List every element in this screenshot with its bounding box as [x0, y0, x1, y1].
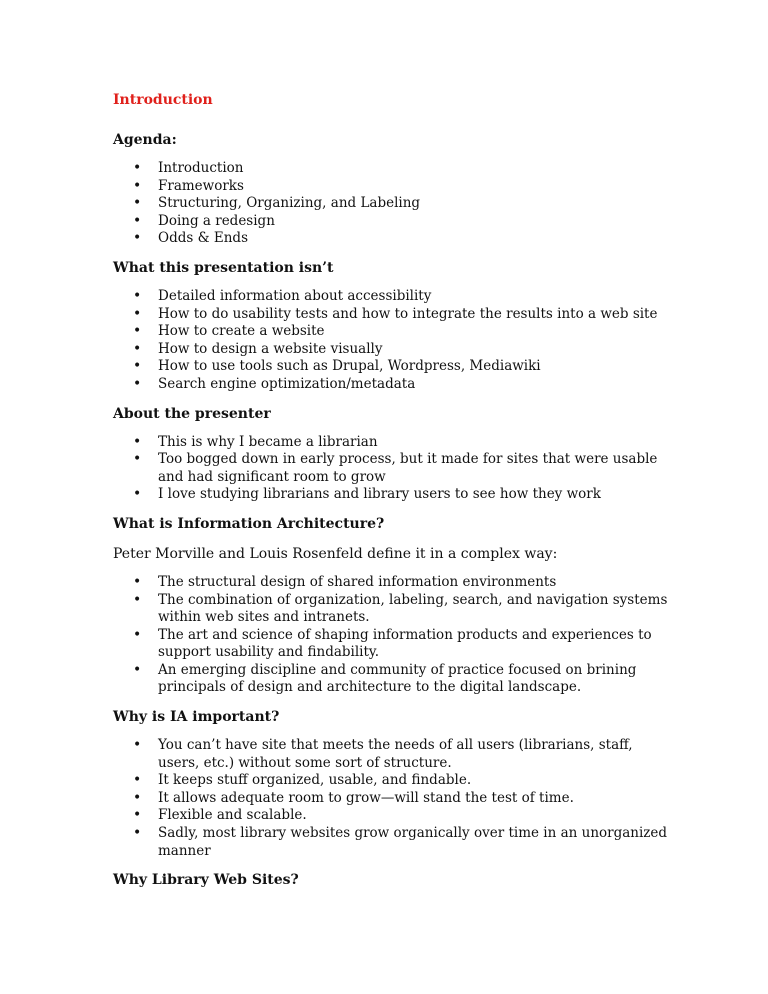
section-heading: Agenda: — [113, 132, 177, 148]
list-item: • The art and science of shaping information products and experiences to support usability and findability. — [113, 627, 673, 662]
list-item: • How to use tools such as Drupal, Wordpress, Mediawiki — [113, 358, 673, 376]
list-item: • How to create a website — [113, 323, 673, 341]
list-item: • It allows adequate room to grow—will stand the test of time. — [113, 790, 673, 808]
bullet-list — [113, 160, 673, 248]
section — [113, 404, 673, 504]
section-heading: Why is IA important? — [113, 709, 280, 726]
list-item: • The combination of organization, labeling, search, and navigation systems within web sites and intranets. — [113, 592, 673, 627]
section — [113, 258, 673, 394]
list-item: • The structural design of shared information environments — [113, 574, 673, 592]
document-page — [113, 90, 673, 900]
list-item: • This is why I became a librarian — [113, 434, 673, 452]
list-item: • I love studying librarians and library users to see how they work — [113, 486, 673, 504]
section — [113, 707, 673, 860]
list-item: • It keeps stuff organized, usable, and findable. — [113, 772, 673, 790]
list-item: • Odds & Ends — [113, 230, 673, 248]
section-heading: What is Information Architecture? — [113, 515, 385, 532]
list-item: • How to design a website visually — [113, 341, 673, 359]
list-item: • Sadly, most library websites grow organically over time in an unorganized manner — [113, 825, 673, 860]
list-item: • Introduction — [113, 160, 673, 178]
list-item: • Doing a redesign — [113, 213, 673, 231]
bullet-list — [113, 288, 673, 394]
section — [113, 870, 673, 890]
list-item: • An emerging discipline and community of practice focused on brining principals of design and architecture to the digital landscape. — [113, 662, 673, 697]
introduction-heading: Introduction — [113, 92, 213, 108]
section — [113, 130, 673, 248]
bullet-list — [113, 737, 673, 860]
list-item: • Frameworks — [113, 178, 673, 196]
document-body — [113, 130, 673, 890]
list-item: • You can’t have site that meets the needs of all users (librarians, staff, users, etc.) without some sort of structure. — [113, 737, 673, 772]
bullet-list — [113, 574, 673, 697]
list-item: • Too bogged down in early process, but it made for sites that were usable and had significant room to grow — [113, 451, 673, 486]
section-heading: About the presenter — [113, 405, 271, 422]
section — [113, 514, 673, 697]
bullet-list — [113, 434, 673, 504]
list-item: • Flexible and scalable. — [113, 807, 673, 825]
section-heading: What this presentation isn’t — [113, 259, 334, 276]
list-item: • Search engine optimization/metadata — [113, 376, 673, 394]
list-item: • How to do usability tests and how to integrate the results into a web site — [113, 306, 673, 324]
section-paragraph: Peter Morville and Louis Rosenfeld define it in a complex way: — [113, 545, 558, 562]
list-item: • Structuring, Organizing, and Labeling — [113, 195, 673, 213]
list-item: • Detailed information about accessibility — [113, 288, 673, 306]
section-heading: Why Library Web Sites? — [113, 872, 299, 889]
